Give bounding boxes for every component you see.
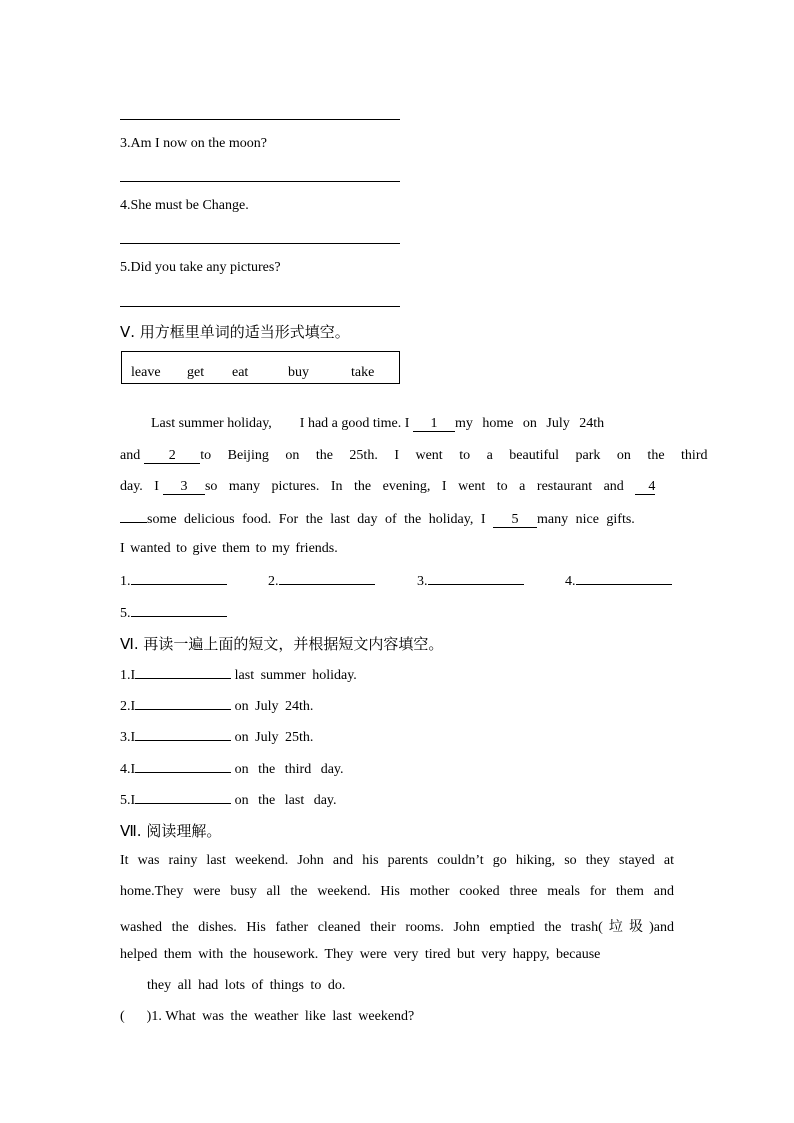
answer-line-5[interactable] xyxy=(120,306,400,307)
section-6-heading: Ⅵ. 再读一遍上面的短文，并根据短文内容填空。 xyxy=(120,635,444,653)
passage-line-2: and 2 to Beijing on the 25th. I went to a beautiful park on the third xyxy=(120,448,708,463)
reading-line-1: It was rainy last weekend. John and his parents couldn’t go hiking, so they stayed at xyxy=(120,853,674,868)
blank-3[interactable]: 3 xyxy=(163,480,205,495)
fill-item-4[interactable]: 4.I on the third day. xyxy=(120,762,344,777)
fill-item-1[interactable]: 1.I last summer holiday. xyxy=(120,668,357,683)
reading-line-3: washed the dishes. His father cleaned their rooms. John emptied the trash(垃圾)and xyxy=(120,920,674,935)
answer-blank-3[interactable]: 3. xyxy=(417,572,524,590)
blank-4a[interactable]: 4 xyxy=(635,480,655,495)
word-leave: leave xyxy=(131,365,161,380)
answer-line-2[interactable] xyxy=(120,119,400,120)
answer-line-4[interactable] xyxy=(120,243,400,244)
passage-line-5: I wanted to give them to my friends. xyxy=(120,541,338,556)
answer-blank-4[interactable]: 4. xyxy=(565,572,672,590)
blank-2[interactable]: 2 xyxy=(144,449,200,464)
word-take: take xyxy=(351,365,375,380)
answer-paren-open: ( xyxy=(120,1009,125,1024)
passage-line-1: Last summer holiday, I had a good time. I 1 my home on July 24th xyxy=(151,416,605,431)
word-get: get xyxy=(187,365,205,380)
blank-1[interactable]: 1 xyxy=(413,417,455,432)
passage-line-4: some delicious food. For the last day of the holiday, I 5 many nice gifts. xyxy=(120,510,635,528)
answer-blank-1[interactable]: 1. xyxy=(120,572,227,590)
fill-item-5[interactable]: 5.I on the last day. xyxy=(120,793,337,808)
reading-line-4: helped them with the housework. They were very tired but very happy, because xyxy=(120,947,601,962)
answer-line-3[interactable] xyxy=(120,181,400,182)
section-5-heading: Ⅴ. 用方框里单词的适当形式填空。 xyxy=(120,323,350,341)
section-7-heading: Ⅶ. 阅读理解。 xyxy=(120,822,222,840)
blank-4b[interactable] xyxy=(120,510,147,523)
passage-line-3: day. I 3 so many pictures. In the evening, I went to a restaurant and 4 xyxy=(120,479,656,494)
reading-line-2: home.They were busy all the weekend. His mother cooked three meals for them and xyxy=(120,884,674,899)
question-4: 4.She must be Change. xyxy=(120,198,249,213)
word-buy: buy xyxy=(288,365,309,380)
question-1-text: What was the weather like last weekend? xyxy=(165,1009,415,1024)
blank-5[interactable]: 5 xyxy=(493,513,537,528)
fill-item-2[interactable]: 2.I on July 24th. xyxy=(120,699,314,714)
answer-blank-5[interactable]: 5. xyxy=(120,604,227,622)
word-box xyxy=(121,351,400,384)
fill-item-3[interactable]: 3.I on July 25th. xyxy=(120,730,314,745)
question-1: ( )1. What was the weather like last weekend? xyxy=(120,1009,415,1024)
word-eat: eat xyxy=(232,365,249,380)
answer-blank-2[interactable]: 2. xyxy=(268,572,375,590)
question-5: 5.Did you take any pictures? xyxy=(120,260,281,275)
reading-line-5: they all had lots of things to do. xyxy=(147,978,346,993)
question-3: 3.Am I now on the moon? xyxy=(120,136,267,151)
